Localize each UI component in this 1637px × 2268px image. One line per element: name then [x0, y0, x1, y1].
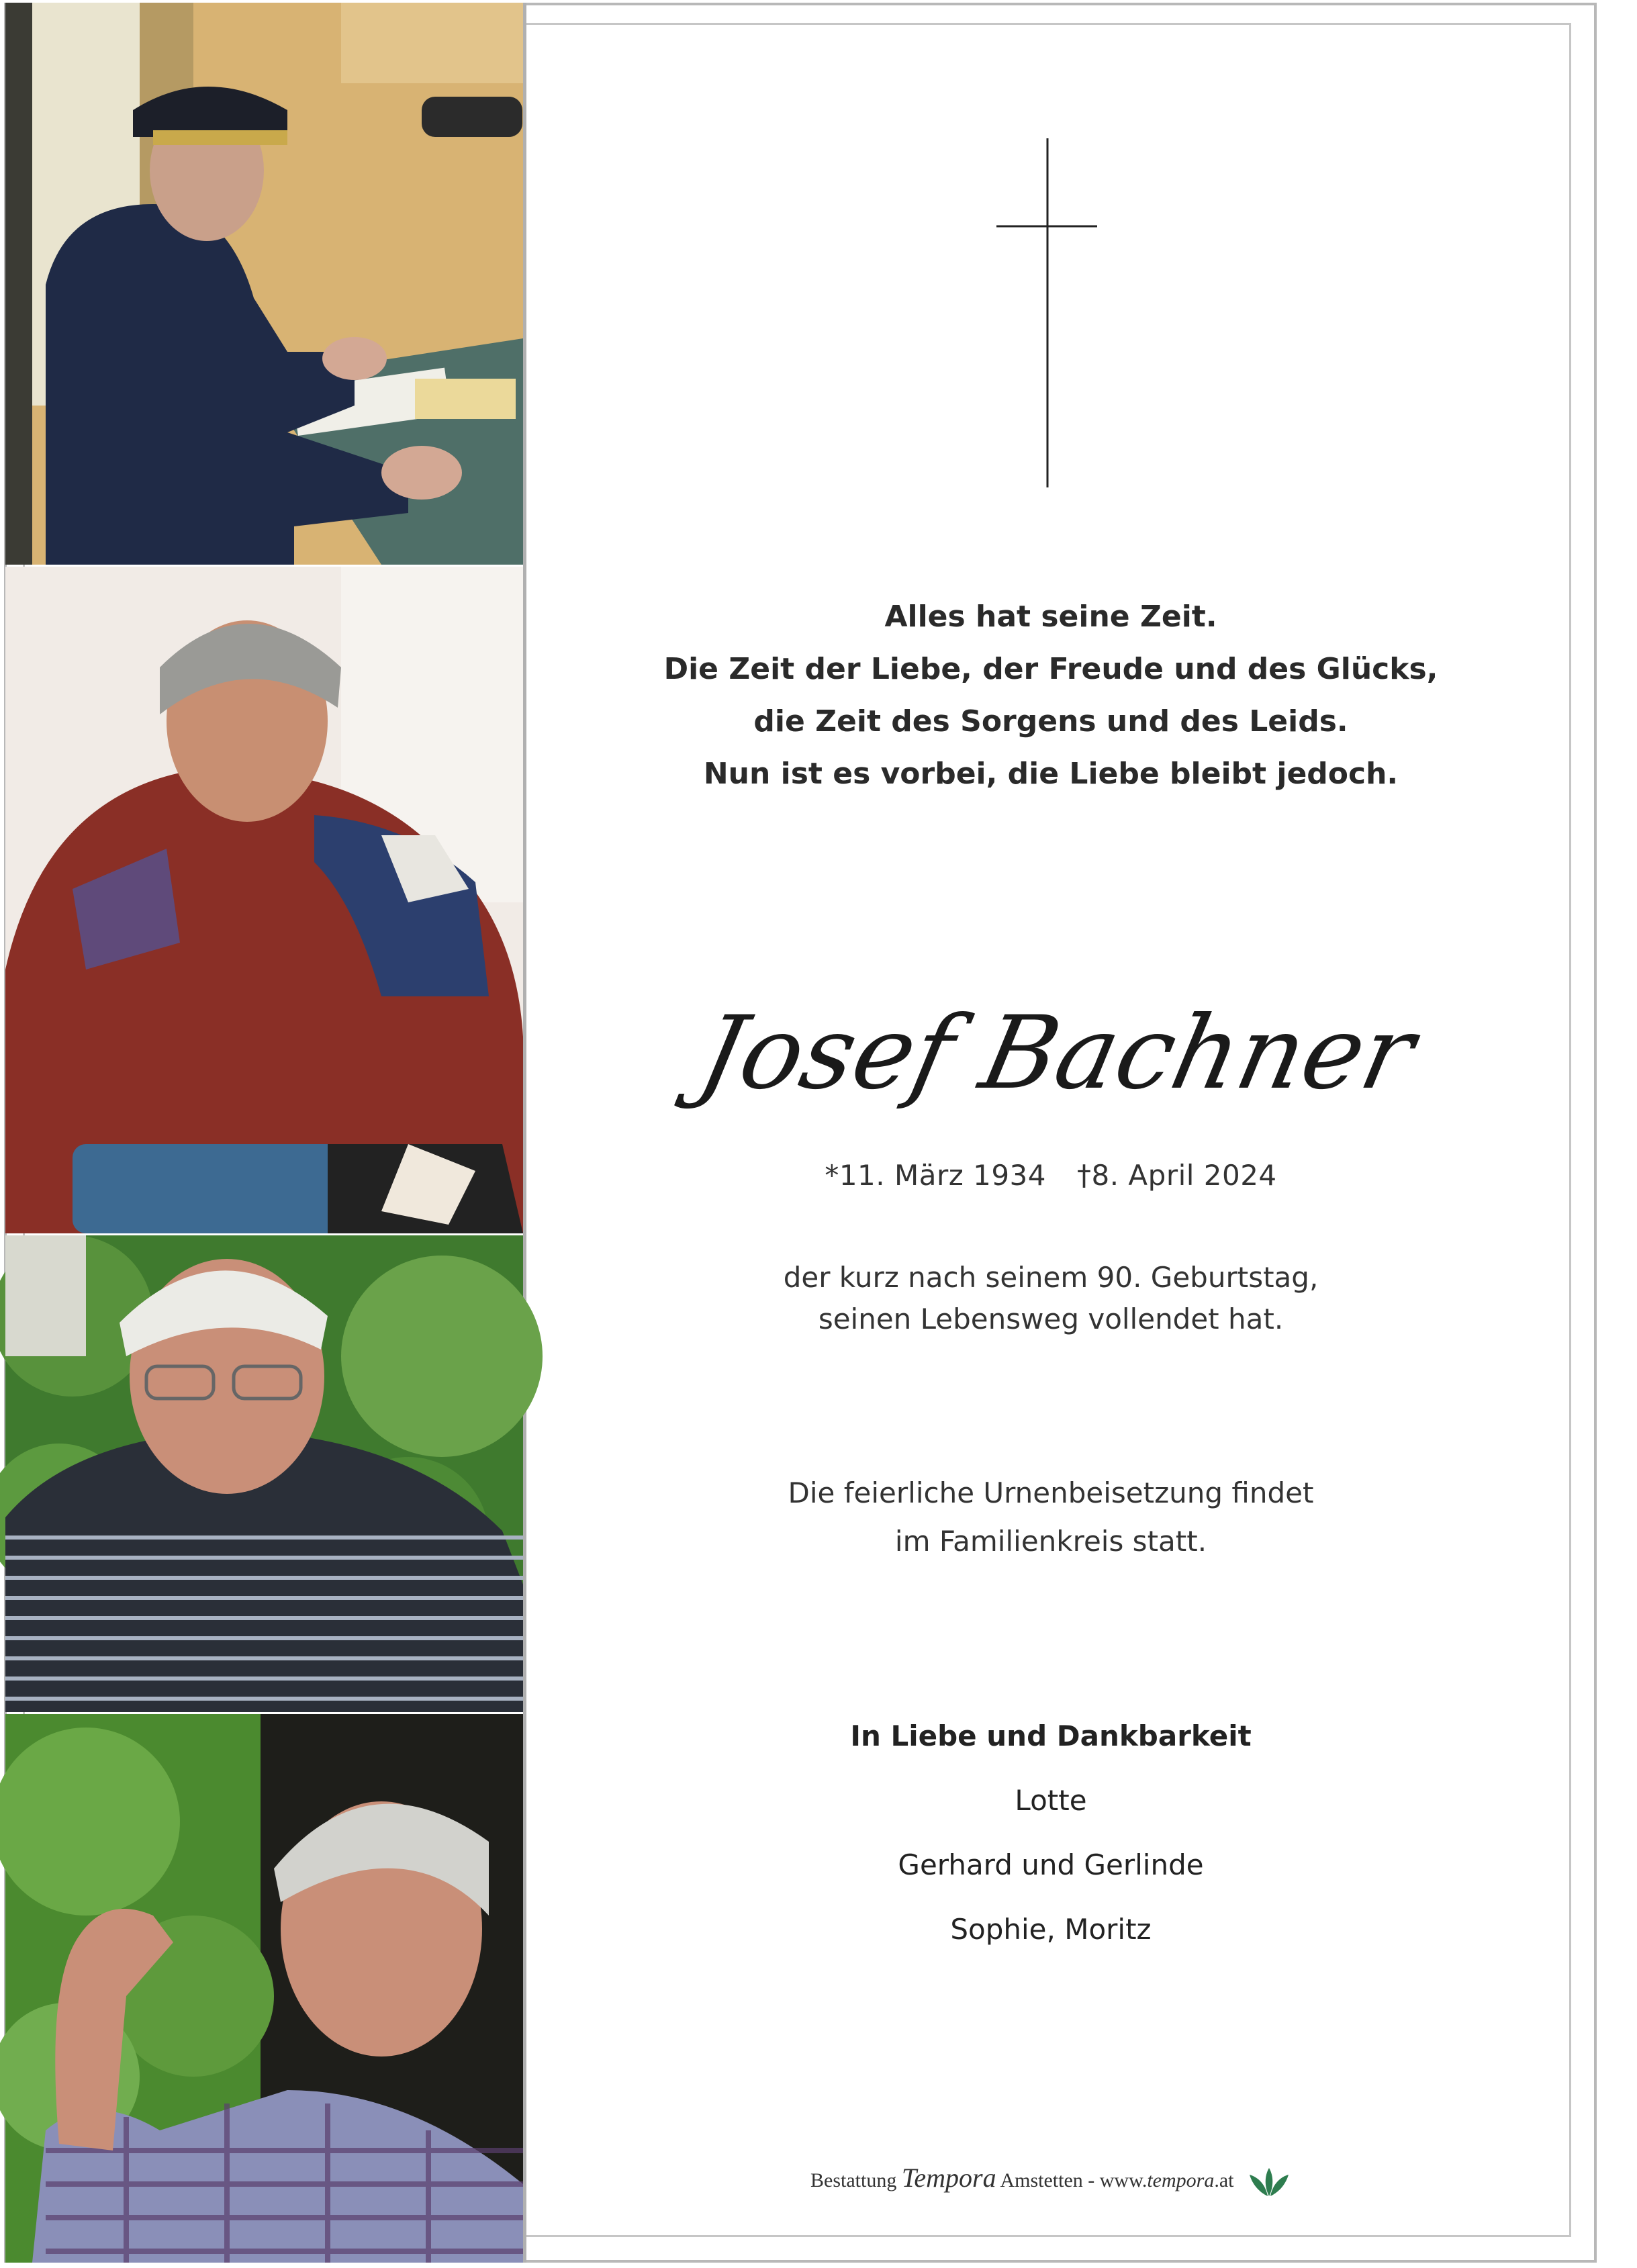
mourner-name: Gerhard und Gerlinde — [898, 1848, 1204, 1881]
obituary-content — [530, 0, 1571, 2268]
ceremony-notice — [530, 1469, 1571, 1566]
cross-icon — [996, 138, 1097, 487]
deceased-name — [530, 987, 1571, 1135]
footer-suffix: Amstetten - www. — [1000, 2169, 1148, 2191]
life-text-line: der kurz nach seinem 90. Geburtstag, — [783, 1261, 1319, 1294]
mourner-name: Sophie, Moritz — [950, 1913, 1152, 1946]
ceremony-line: Die feierliche Urnenbeisetzung findet — [788, 1476, 1314, 1509]
death-date: †8. April 2024 — [1077, 1159, 1277, 1192]
deceased-name-signature — [690, 987, 1425, 1135]
quote-line: Alles hat seine Zeit. — [884, 600, 1217, 634]
funeral-home-footer — [530, 2162, 1571, 2198]
pilot-in-uniform-photo — [5, 3, 523, 565]
birth-date: *11. März 1934 — [825, 1159, 1046, 1192]
man-waving-photo — [5, 1714, 523, 2263]
life-text — [530, 1257, 1571, 1340]
quote-line: die Zeit des Sorgens und des Leids. — [753, 704, 1348, 739]
quote-line: Nun ist es vorbei, die Liebe bleibt jedoch. — [703, 757, 1399, 791]
mourners-signoff — [530, 1712, 1571, 1970]
memorial-quote — [530, 591, 1571, 800]
life-dates — [530, 1159, 1571, 1192]
man-in-red-fleece-photo — [5, 567, 523, 1233]
signoff-heading: In Liebe und Dankbarkeit — [850, 1719, 1252, 1752]
photo-column — [5, 3, 526, 2263]
footer-brand: Tempora — [901, 2163, 996, 2193]
footer-tld: .at — [1214, 2169, 1234, 2191]
mourner-name: Lotte — [1015, 1784, 1087, 1817]
footer-prefix: Bestattung — [810, 2169, 897, 2191]
life-text-line: seinen Lebensweg vollendet hat. — [818, 1303, 1284, 1335]
deceased-name-text: Josef Bachner — [690, 994, 1425, 1112]
ceremony-line: im Familienkreis statt. — [894, 1525, 1207, 1558]
quote-line: Die Zeit der Liebe, der Freude und des Glücks, — [663, 652, 1438, 686]
leaf-logo-icon — [1247, 2167, 1291, 2198]
footer-domain-brand: tempora — [1147, 2169, 1215, 2191]
man-with-glasses-photo — [5, 1235, 523, 1712]
